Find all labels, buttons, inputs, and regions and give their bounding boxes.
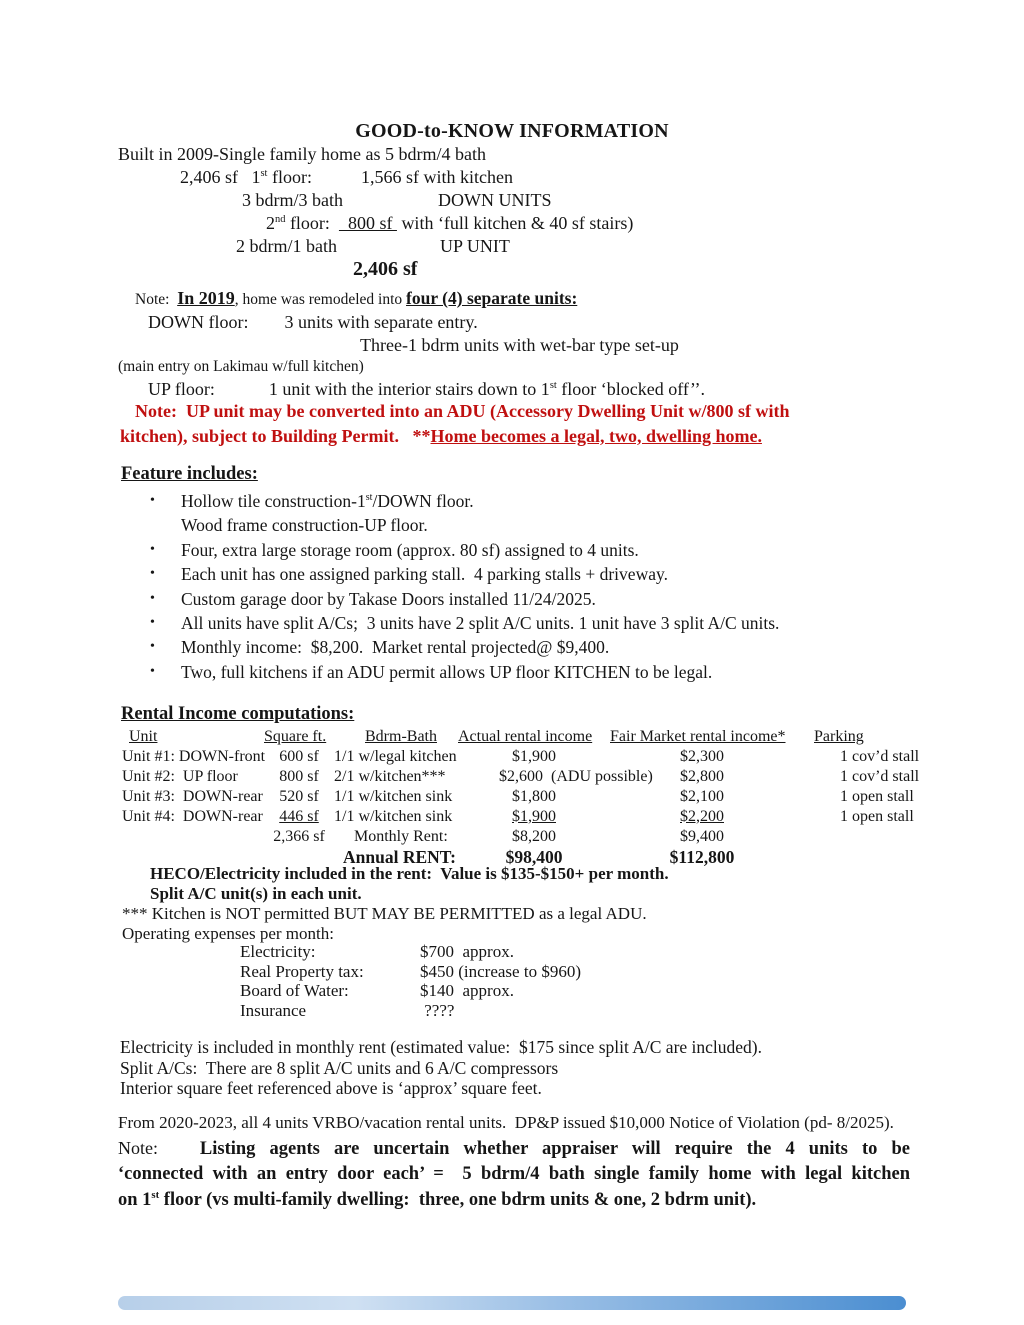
opex-heading: Operating expenses per month:: [122, 924, 334, 944]
expense-value: $700 approx.: [420, 942, 514, 961]
page-title: GOOD-to-KNOW INFORMATION: [355, 120, 669, 142]
intro-line-up-unit: 2 bdrm/1 bath UP UNIT: [236, 236, 510, 257]
bullet-icon: •: [150, 541, 155, 557]
feature-item: • Two, full kitchens if an ADU permit allows UP floor KITCHEN to be legal.: [150, 660, 779, 684]
annual-rent-label: Annual RENT:: [343, 847, 456, 868]
expense-value: $450 (increase to $960): [420, 961, 581, 981]
table-row: Unit #2: UP floor 800 sf 2/1 w/kitchen*** $2,600 (ADU possible) $2,800 1 cov’d stall: [122, 767, 920, 785]
main-entry-line: (main entry on Lakimau w/full kitchen): [118, 357, 364, 375]
bullet-icon: •: [150, 590, 155, 606]
superscript: st: [365, 492, 373, 504]
intro-section: [0, 143, 633, 282]
col-parking: Parking: [814, 728, 864, 745]
final-note-line-1: Note: Listing agents are uncertain whether appraiser will require the 4 units to be: [118, 1138, 910, 1159]
col-bdrm-bath: Bdrm-Bath: [365, 728, 437, 745]
final-note-line-2: ‘connected with an entry door each’ = 5 bdrm/4 bath single family home with legal kitchen: [118, 1164, 910, 1185]
down-floor-line: DOWN floor: 3 units with separate entry.: [148, 312, 478, 333]
expense-label: Electricity:: [240, 942, 316, 961]
intro-line-first-floor: 2,406 sf 1st floor: 1,566 sf with kitchen: [180, 167, 513, 188]
rental-table: [0, 727, 1024, 868]
table-row: Unit #4: DOWN-rear 446 sf 1/1 w/kitchen sink $1,900 $2,200 1 open stall: [122, 807, 914, 825]
three-units-line: Three-1 bdrm units with wet-bar type set-up: [360, 334, 679, 355]
note-electricity: Electricity is included in monthly rent (estimated value: $175 since split A/C are included).: [120, 1037, 762, 1057]
final-note: [118, 1136, 910, 1213]
expense-row: [240, 981, 581, 1001]
intro-total-sf: 2,406 sf: [353, 258, 418, 281]
feature-item: • Hollow tile construction-1st/DOWN floor. Wood frame construction-UP floor.: [150, 489, 779, 538]
bullet-icon: •: [150, 566, 155, 582]
col-unit: Unit: [129, 728, 158, 745]
feature-item: • Custom garage door by Takase Doors installed 11/24/2025.: [150, 587, 779, 611]
feature-item: • Monthly income: $8,200. Market rental projected@ $9,400.: [150, 635, 779, 659]
feature-item: • Each unit has one assigned parking stall. 4 parking stalls + driveway.: [150, 562, 779, 586]
expense-row: [240, 1001, 581, 1021]
totals-row: 2,366 sf Monthly Rent: $8,200 $9,400: [273, 827, 724, 845]
footer-notes: [120, 1037, 762, 1099]
adu-note-line-2: kitchen), subject to Building Permit. **Home becomes a legal, two, dwelling home.: [120, 425, 762, 446]
intro-line-second-floor: 2nd floor: 800 sf with ‘full kitchen & 40 sf stairs): [266, 213, 634, 234]
final-note-line-3: on 1st floor (vs multi-family dwelling: three, one bdrm units & one, 2 bdrm unit).: [118, 1188, 757, 1210]
note-vrbo: From 2020-2023, all 4 units VRBO/vacation rental units. DP&P issued $10,000 Notice of Violation (pd- 8/2025).: [118, 1113, 894, 1132]
feature-item: • Four, extra large storage room (approx. 80 sf) assigned to 4 units.: [150, 538, 779, 562]
bullet-icon: •: [150, 639, 155, 655]
superscript: st: [151, 1188, 160, 1201]
remodel-note-line: Note: In 2019, home was remodeled into four (4) separate units:: [135, 288, 578, 308]
expense-label: Insurance: [240, 1000, 307, 1020]
col-square-ft: Square ft.: [264, 728, 327, 745]
superscript: st: [549, 380, 557, 392]
annual-fair-value: $112,800: [669, 847, 735, 868]
superscript: st: [260, 168, 268, 180]
table-header-row: [122, 727, 1024, 747]
expense-value: ????: [420, 1000, 455, 1020]
bullet-icon: •: [150, 663, 155, 679]
table-row: Unit #3: DOWN-rear 520 sf 1/1 w/kitchen sink $1,800 $2,100 1 open stall: [122, 787, 914, 805]
adu-note-line-1: Note: UP unit may be converted into an ADU (Accessory Dwelling Unit w/800 sf with: [135, 401, 790, 421]
remodel-section: [0, 287, 705, 400]
expenses-list: [240, 942, 581, 1020]
feature-item: • All units have split A/Cs; 3 units have 2 split A/C units. 1 unit have 3 split A/C units.: [150, 611, 779, 635]
kitchen-footnote: *** Kitchen is NOT permitted BUT MAY BE PERMITTED as a legal ADU.: [122, 904, 647, 923]
expense-row: [240, 962, 581, 982]
intro-line-down-units: 3 bdrm/3 bath DOWN UNITS: [242, 190, 552, 211]
bullet-icon: •: [150, 615, 155, 631]
annual-actual-value: $98,400: [505, 847, 563, 868]
col-fair-market: Fair Market rental income*: [610, 728, 786, 745]
kitchen-opex-block: [122, 904, 647, 944]
intro-line-built: Built in 2009-Single family home as 5 bdrm/4 bath: [118, 144, 486, 164]
expense-label: Board of Water:: [240, 981, 349, 1001]
expense-row: [240, 942, 581, 962]
heco-note: HECO/Electricity included in the rent: Value is $135-$150+ per month.: [150, 864, 669, 883]
adu-red-note: [0, 399, 789, 448]
up-floor-line: UP floor: 1 unit with the interior stairs down to 1st floor ‘blocked off’’.: [148, 379, 706, 400]
note-split-acs: Split A/Cs: There are 8 split A/C units and 6 A/C compressors: [120, 1057, 559, 1078]
bullet-icon: •: [150, 493, 155, 508]
expense-value: $140 approx.: [420, 981, 514, 1001]
col-actual-income: Actual rental income: [458, 728, 593, 745]
note-interior: Interior square feet referenced above is ‘approx’ square feet.: [120, 1078, 542, 1098]
expense-label: Real Property tax:: [240, 961, 364, 981]
features-heading: Feature includes:: [121, 464, 258, 484]
table-row: Unit #1: DOWN-front 600 sf 1/1 w/legal kitchen $1,900 $2,300 1 cov’d stall: [122, 747, 920, 765]
superscript: nd: [275, 214, 286, 226]
rental-heading: Rental Income computations:: [121, 704, 355, 724]
bottom-blue-bar: [118, 1296, 906, 1310]
features-list: [0, 489, 779, 684]
utility-notes: [150, 864, 669, 905]
split-ac-note: Split A/C unit(s) in each unit.: [150, 884, 362, 904]
